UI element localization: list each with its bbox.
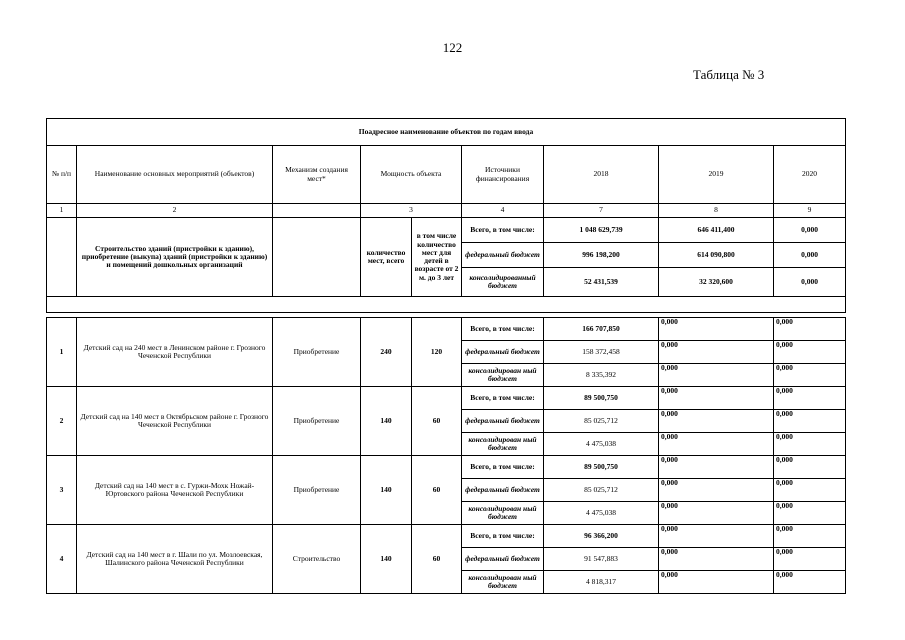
object-source: федеральный бюджет bbox=[462, 548, 544, 571]
object-num: 1 bbox=[47, 318, 77, 387]
colnum-4: 4 bbox=[462, 204, 544, 218]
object-2019: 0,000 bbox=[659, 410, 774, 433]
object-name: Детский сад на 240 мест в Ленинском районе г. Грозного Чеченской Республики bbox=[77, 318, 273, 387]
object-2020: 0,000 bbox=[774, 502, 846, 525]
summary-2018: 52 431,539 bbox=[544, 268, 659, 297]
summary-source: Всего, в том числе: bbox=[462, 218, 544, 243]
summary-2019: 646 411,400 bbox=[659, 218, 774, 243]
header-capacity: Мощность объекта bbox=[361, 146, 462, 204]
spacer-row bbox=[47, 297, 846, 313]
object-2020: 0,000 bbox=[774, 387, 846, 410]
object-2018: 8 335,392 bbox=[544, 364, 659, 387]
summary-under3-label: в том числе количество мест для детей в возрасте от 2 м. до 3 лет bbox=[412, 218, 462, 297]
object-2018: 91 547,883 bbox=[544, 548, 659, 571]
summary-2018: 996 198,200 bbox=[544, 243, 659, 268]
object-2019: 0,000 bbox=[659, 387, 774, 410]
object-2018: 4 475,038 bbox=[544, 502, 659, 525]
object-num: 4 bbox=[47, 525, 77, 594]
colnum-empty bbox=[273, 204, 361, 218]
colnum-2: 2 bbox=[77, 204, 273, 218]
object-2019: 0,000 bbox=[659, 525, 774, 548]
object-num: 2 bbox=[47, 387, 77, 456]
summary-source: консолидированный бюджет bbox=[462, 268, 544, 297]
header-2018: 2018 bbox=[544, 146, 659, 204]
colnum-1: 1 bbox=[47, 204, 77, 218]
object-source: федеральный бюджет bbox=[462, 341, 544, 364]
object-2018: 85 025,712 bbox=[544, 410, 659, 433]
summary-2019: 614 090,800 bbox=[659, 243, 774, 268]
summary-mechanism bbox=[273, 218, 361, 297]
summary-2018: 1 048 629,739 bbox=[544, 218, 659, 243]
summary-source: федеральный бюджет bbox=[462, 243, 544, 268]
object-places: 240 bbox=[361, 318, 412, 387]
object-2018: 4 475,038 bbox=[544, 433, 659, 456]
object-2018: 4 818,317 bbox=[544, 571, 659, 594]
object-name: Детский сад на 140 мест в Октябрьском районе г. Грозного Чеченской Республики bbox=[77, 387, 273, 456]
object-under3: 60 bbox=[412, 525, 462, 594]
object-2018: 89 500,750 bbox=[544, 387, 659, 410]
object-2020: 0,000 bbox=[774, 364, 846, 387]
object-source: федеральный бюджет bbox=[462, 479, 544, 502]
object-mechanism: Приобретение bbox=[273, 456, 361, 525]
object-source: консолидирован ный бюджет bbox=[462, 364, 544, 387]
object-source: консолидирован ный бюджет bbox=[462, 433, 544, 456]
object-2020: 0,000 bbox=[774, 479, 846, 502]
objects-table bbox=[46, 317, 846, 594]
summary-name: Строительство зданий (пристройки к зданию), приобретение (выкупа) зданий (пристройки к зданию) и помещений дошкольных организаций bbox=[77, 218, 273, 297]
summary-2020: 0,000 bbox=[774, 243, 846, 268]
object-under3: 60 bbox=[412, 456, 462, 525]
object-name: Детский сад на 140 мест в с. Гуржи-Мохк Ножай-Юртовского района Чеченской Республики bbox=[77, 456, 273, 525]
object-places: 140 bbox=[361, 456, 412, 525]
object-places: 140 bbox=[361, 387, 412, 456]
object-mechanism: Приобретение bbox=[273, 318, 361, 387]
object-under3: 60 bbox=[412, 387, 462, 456]
object-2018: 85 025,712 bbox=[544, 479, 659, 502]
header-mechanism: Механизм создания мест* bbox=[273, 146, 361, 204]
object-source: Всего, в том числе: bbox=[462, 318, 544, 341]
object-2020: 0,000 bbox=[774, 410, 846, 433]
object-num: 3 bbox=[47, 456, 77, 525]
header-num: № п/п bbox=[47, 146, 77, 204]
object-2019: 0,000 bbox=[659, 548, 774, 571]
object-name: Детский сад на 140 мест в г. Шали по ул. Мозлоевская, Шалинского района Чеченской Республики bbox=[77, 525, 273, 594]
object-2020: 0,000 bbox=[774, 525, 846, 548]
object-2020: 0,000 bbox=[774, 433, 846, 456]
page-number: 122 bbox=[442, 40, 463, 55]
object-source: консолидирован ный бюджет bbox=[462, 571, 544, 594]
colnum-3: 3 bbox=[361, 204, 462, 218]
header-name: Наименование основных мероприятий (объектов) bbox=[77, 146, 273, 204]
object-2019: 0,000 bbox=[659, 571, 774, 594]
object-under3: 120 bbox=[412, 318, 462, 387]
colnum-8: 8 bbox=[659, 204, 774, 218]
summary-2020: 0,000 bbox=[774, 268, 846, 297]
header-2020: 2020 bbox=[774, 146, 846, 204]
object-2020: 0,000 bbox=[774, 571, 846, 594]
object-2019: 0,000 bbox=[659, 479, 774, 502]
object-2019: 0,000 bbox=[659, 433, 774, 456]
object-source: Всего, в том числе: bbox=[462, 387, 544, 410]
header-table bbox=[46, 118, 846, 313]
table-label: Таблица № 3 bbox=[693, 67, 765, 82]
colnum-7: 7 bbox=[544, 204, 659, 218]
object-2019: 0,000 bbox=[659, 318, 774, 341]
object-source: федеральный бюджет bbox=[462, 410, 544, 433]
object-2019: 0,000 bbox=[659, 364, 774, 387]
object-source: консолидирован ный бюджет bbox=[462, 502, 544, 525]
object-mechanism: Строительство bbox=[273, 525, 361, 594]
summary-places-label: количество мест, всего bbox=[361, 218, 412, 297]
object-2018: 89 500,750 bbox=[544, 456, 659, 479]
object-places: 140 bbox=[361, 525, 412, 594]
summary-2020: 0,000 bbox=[774, 218, 846, 243]
object-2019: 0,000 bbox=[659, 502, 774, 525]
object-mechanism: Приобретение bbox=[273, 387, 361, 456]
object-2020: 0,000 bbox=[774, 548, 846, 571]
object-2019: 0,000 bbox=[659, 456, 774, 479]
object-2020: 0,000 bbox=[774, 318, 846, 341]
object-2018: 166 707,850 bbox=[544, 318, 659, 341]
object-2020: 0,000 bbox=[774, 456, 846, 479]
object-2018: 158 372,458 bbox=[544, 341, 659, 364]
table-title: Поадресное наименование объектов по годам ввода bbox=[47, 119, 846, 146]
header-2019: 2019 bbox=[659, 146, 774, 204]
object-source: Всего, в том числе: bbox=[462, 456, 544, 479]
object-2020: 0,000 bbox=[774, 341, 846, 364]
object-2018: 96 366,200 bbox=[544, 525, 659, 548]
object-2019: 0,000 bbox=[659, 341, 774, 364]
colnum-9: 9 bbox=[774, 204, 846, 218]
summary-2019: 32 320,600 bbox=[659, 268, 774, 297]
header-sources: Источники финансирования bbox=[462, 146, 544, 204]
summary-num bbox=[47, 218, 77, 297]
object-source: Всего, в том числе: bbox=[462, 525, 544, 548]
